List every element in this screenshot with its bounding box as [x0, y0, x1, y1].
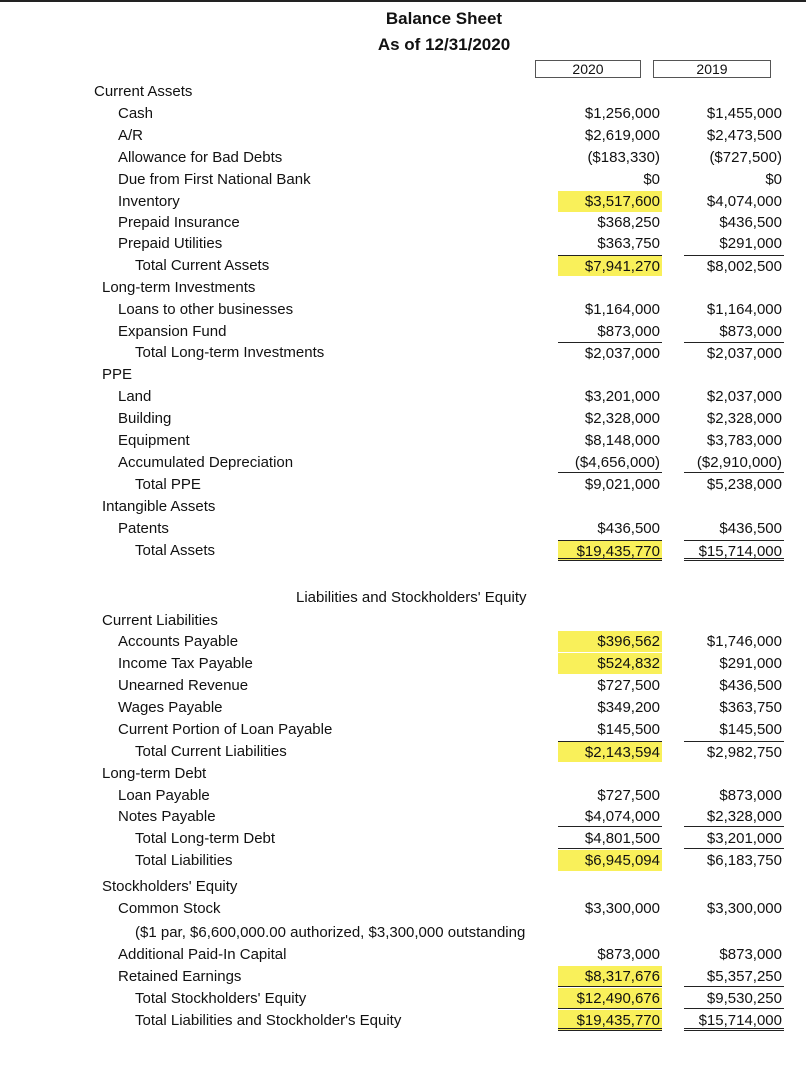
row-total-assets: Total Assets $19,435,770 $15,714,000 [135, 542, 782, 560]
row-patents: Patents $436,500 $436,500 [118, 520, 782, 537]
row-income-tax-payable: Income Tax Payable $524,832 $291,000 [118, 655, 782, 672]
row-retained-earnings: Retained Earnings $8,317,676 $5,357,250 [118, 968, 782, 985]
highlight-cell: $3,517,600 [558, 191, 662, 212]
row-unearned-revenue: Unearned Revenue $727,500 $436,500 [118, 677, 782, 694]
top-rule [0, 0, 806, 2]
row-long-term-investments: Long-term Investments [102, 279, 256, 296]
row-current-portion-loan: Current Portion of Loan Payable $145,500 $145,500 [118, 721, 782, 738]
row-accounts-payable: Accounts Payable $396,562 $1,746,000 [118, 633, 782, 650]
highlight-cell: $396,562 [558, 631, 662, 652]
row-inventory: Inventory $3,517,600 $4,074,000 [118, 193, 782, 210]
row-notes-payable: Notes Payable $4,074,000 $2,328,000 [118, 808, 782, 825]
row-long-term-debt: Long-term Debt [102, 765, 207, 782]
highlight-cell: $7,941,270 [558, 255, 662, 276]
row-building: Building $2,328,000 $2,328,000 [118, 410, 782, 427]
row-due-from-bank: Due from First National Bank $0 $0 [118, 171, 782, 188]
row-accumulated-depreciation: Accumulated Depreciation ($4,656,000) ($2,910,000) [118, 454, 782, 471]
highlight-cell: $8,317,676 [558, 966, 662, 987]
col-header-2020: 2020 [535, 60, 641, 78]
row-prepaid-insurance: Prepaid Insurance $368,250 $436,500 [118, 214, 782, 231]
row-land: Land $3,201,000 $2,037,000 [118, 388, 782, 405]
row-common-stock: Common Stock $3,300,000 $3,300,000 [118, 900, 782, 917]
row-loans-other-businesses: Loans to other businesses $1,164,000 $1,164,000 [118, 301, 782, 318]
row-ar: A/R $2,619,000 $2,473,500 [118, 127, 782, 144]
highlight-cell: $19,435,770 [558, 1010, 662, 1031]
row-common-stock-note: ($1 par, $6,600,000.00 authorized, $3,300,000 outstanding [135, 924, 526, 941]
row-ppe: PPE [102, 366, 133, 383]
row-stockholders-equity: Stockholders' Equity [102, 878, 238, 895]
row-total-liabilities-equity: Total Liabilities and Stockholder's Equity $19,435,770 $15,714,000 [135, 1012, 782, 1029]
row-total-ppe: Total PPE $9,021,000 $5,238,000 [135, 476, 782, 493]
row-cash: Cash $1,256,000 $1,455,000 [118, 105, 782, 122]
highlight-cell: $19,435,770 [558, 540, 662, 561]
row-current-liabilities: Current Liabilities [102, 612, 218, 629]
row-loan-payable: Loan Payable $727,500 $873,000 [118, 787, 782, 804]
row-total-current-liabilities: Total Current Liabilities $2,143,594 $2,982,750 [135, 743, 782, 761]
highlight-cell: $12,490,676 [558, 988, 662, 1009]
row-equipment: Equipment $8,148,000 $3,783,000 [118, 432, 782, 449]
row-total-current-assets: Total Current Assets $7,941,270 $8,002,500 [135, 257, 782, 275]
highlight-cell: $2,143,594 [558, 741, 662, 762]
row-current-assets: Current Assets [94, 83, 193, 100]
liabilities-heading: Liabilities and Stockholders' Equity [296, 589, 527, 606]
highlight-cell: $524,832 [558, 653, 662, 674]
row-additional-paid-in-capital: Additional Paid-In Capital $873,000 $873,000 [118, 946, 782, 963]
page-subtitle: As of 12/31/2020 [377, 35, 511, 54]
row-intangible-assets: Intangible Assets [102, 498, 216, 515]
highlight-cell: $6,945,094 [558, 850, 662, 871]
row-allowance-bad-debts: Allowance for Bad Debts ($183,330) ($727,500) [118, 149, 782, 166]
row-prepaid-utilities: Prepaid Utilities $363,750 $291,000 [118, 235, 782, 252]
row-expansion-fund: Expansion Fund $873,000 $873,000 [118, 323, 782, 340]
row-total-liabilities: Total Liabilities $6,945,094 $6,183,750 [135, 852, 782, 869]
page-title: Balance Sheet [385, 9, 503, 28]
col-header-2019: 2019 [653, 60, 771, 78]
row-total-long-term-investments: Total Long-term Investments $2,037,000 $2,037,000 [135, 344, 782, 362]
row-total-long-term-debt: Total Long-term Debt $4,801,500 $3,201,000 [135, 830, 782, 847]
row-wages-payable: Wages Payable $349,200 $363,750 [118, 699, 782, 716]
row-total-stockholders-equity: Total Stockholders' Equity $12,490,676 $9,530,250 [135, 990, 782, 1007]
